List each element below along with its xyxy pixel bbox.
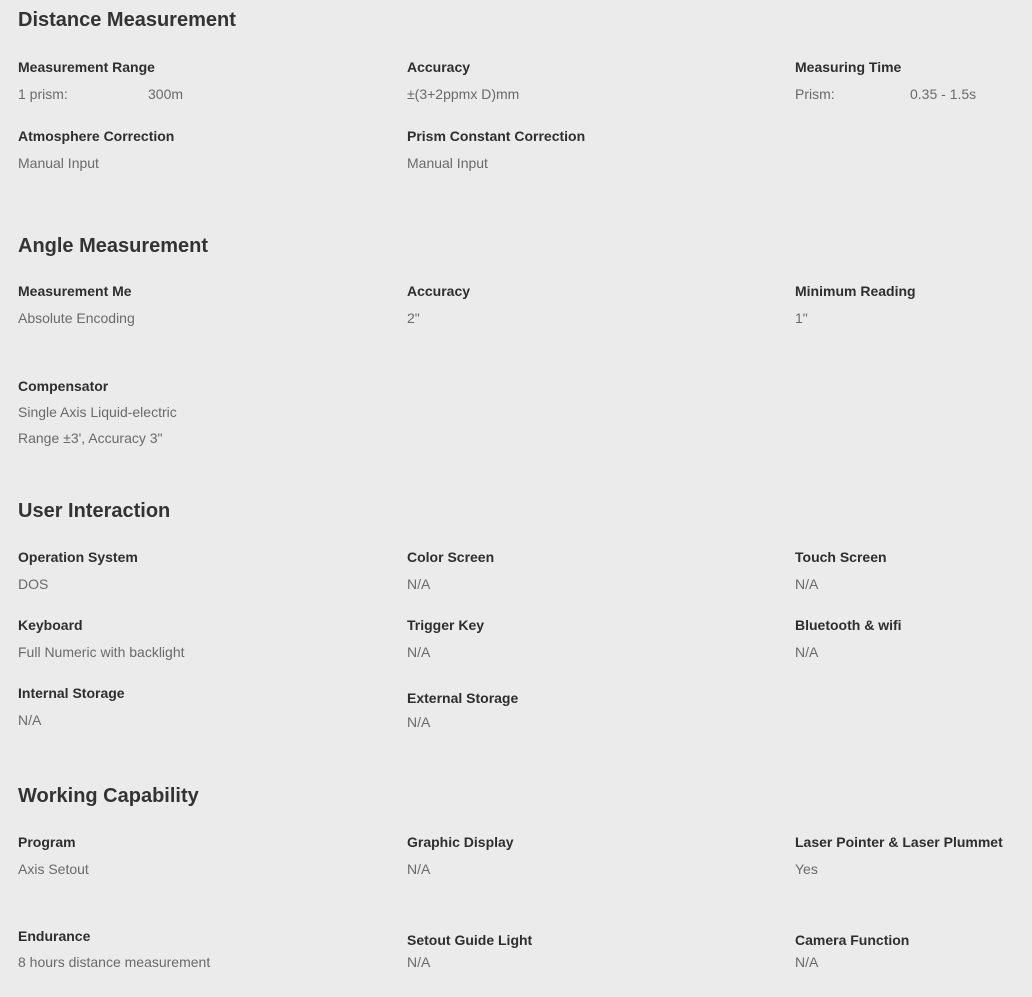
spec-label: Bluetooth & wifi [795,617,902,633]
spec-bluetooth-wifi [795,616,902,661]
spec-label: External Storage [407,690,519,706]
spec-value-key: Prism: [795,86,835,102]
spec-value: DOS [18,576,49,592]
spec-label: Internal Storage [18,685,125,701]
spec-endurance [18,927,210,971]
spec-value: N/A [407,714,431,730]
spec-label: Accuracy [407,59,471,75]
spec-value: 2" [407,310,420,326]
spec-value: Axis Setout [18,861,89,877]
spec-label: Measuring Time [795,59,902,75]
section-title-distance-measurement: Distance Measurement [18,9,236,31]
spec-label: Compensator [18,378,109,394]
spec-touch-screen [795,548,887,593]
spec-label: Atmosphere Correction [18,128,175,144]
spec-label: Program [18,834,76,850]
spec-value: 8 hours distance measurement [18,954,211,970]
spec-value-key: 1 prism: [18,86,68,102]
spec-value: Full Numeric with backlight [18,644,185,660]
spec-prism-constant-correction [407,127,585,172]
spec-compensator [18,377,177,447]
spec-trigger-key [407,616,484,661]
spec-label: Graphic Display [407,834,514,850]
spec-value: 300m [148,86,184,102]
spec-label: Camera Function [795,932,910,948]
spec-label: Color Screen [407,549,495,565]
spec-label: Measurement Me [18,283,132,299]
spec-value: N/A [407,644,431,660]
spec-graphic-display [407,833,514,878]
spec-value: N/A [407,576,431,592]
spec-distance-accuracy [407,58,519,103]
spec-label: Endurance [18,928,91,944]
spec-operation-system [18,548,138,593]
spec-setout-guide-light [407,931,532,971]
spec-angle-accuracy [407,282,470,327]
spec-camera-function [795,931,909,971]
spec-value: Manual Input [407,155,488,171]
section-title-user-interaction: User Interaction [18,500,171,522]
spec-value-line2: Range ±3', Accuracy 3" [18,430,163,446]
spec-value: N/A [795,954,819,970]
spec-value: Absolute Encoding [18,310,135,326]
spec-internal-storage [18,684,125,729]
spec-value: ±(3+2ppmx D)mm [407,86,520,102]
spec-value: N/A [407,954,431,970]
spec-value: Manual Input [18,155,99,171]
spec-label: Accuracy [407,283,471,299]
spec-value: N/A [18,712,42,728]
spec-value: N/A [795,576,819,592]
spec-value: N/A [407,861,431,877]
spec-label: Prism Constant Correction [407,128,586,144]
spec-value-pair [18,85,183,103]
spec-measuring-time [795,58,976,103]
spec-label: Laser Pointer & Laser Plummet [795,834,1003,850]
spec-value-pair [795,85,976,103]
spec-value: 1" [795,310,808,326]
spec-value: N/A [795,644,819,660]
spec-program [18,833,89,878]
spec-label: Minimum Reading [795,283,916,299]
spec-measurement-method [18,282,135,327]
section-title-angle-measurement: Angle Measurement [18,235,209,257]
spec-minimum-reading [795,282,916,327]
spec-external-storage [407,689,518,731]
spec-atmosphere-correction [18,127,174,172]
spec-label: Measurement Range [18,59,155,75]
spec-color-screen [407,548,494,593]
spec-value: 0.35 - 1.5s [910,86,977,102]
spec-measurement-range [18,58,183,103]
spec-label: Keyboard [18,617,83,633]
spec-laser-pointer-plummet [795,833,1003,878]
spec-value: Single Axis Liquid-electric [18,404,177,420]
spec-label: Touch Screen [795,549,887,565]
spec-label: Operation System [18,549,138,565]
section-title-working-capability: Working Capability [18,785,199,807]
spec-keyboard [18,616,185,661]
spec-label: Setout Guide Light [407,932,533,948]
spec-label: Trigger Key [407,617,485,633]
spec-value: Yes [795,861,818,877]
